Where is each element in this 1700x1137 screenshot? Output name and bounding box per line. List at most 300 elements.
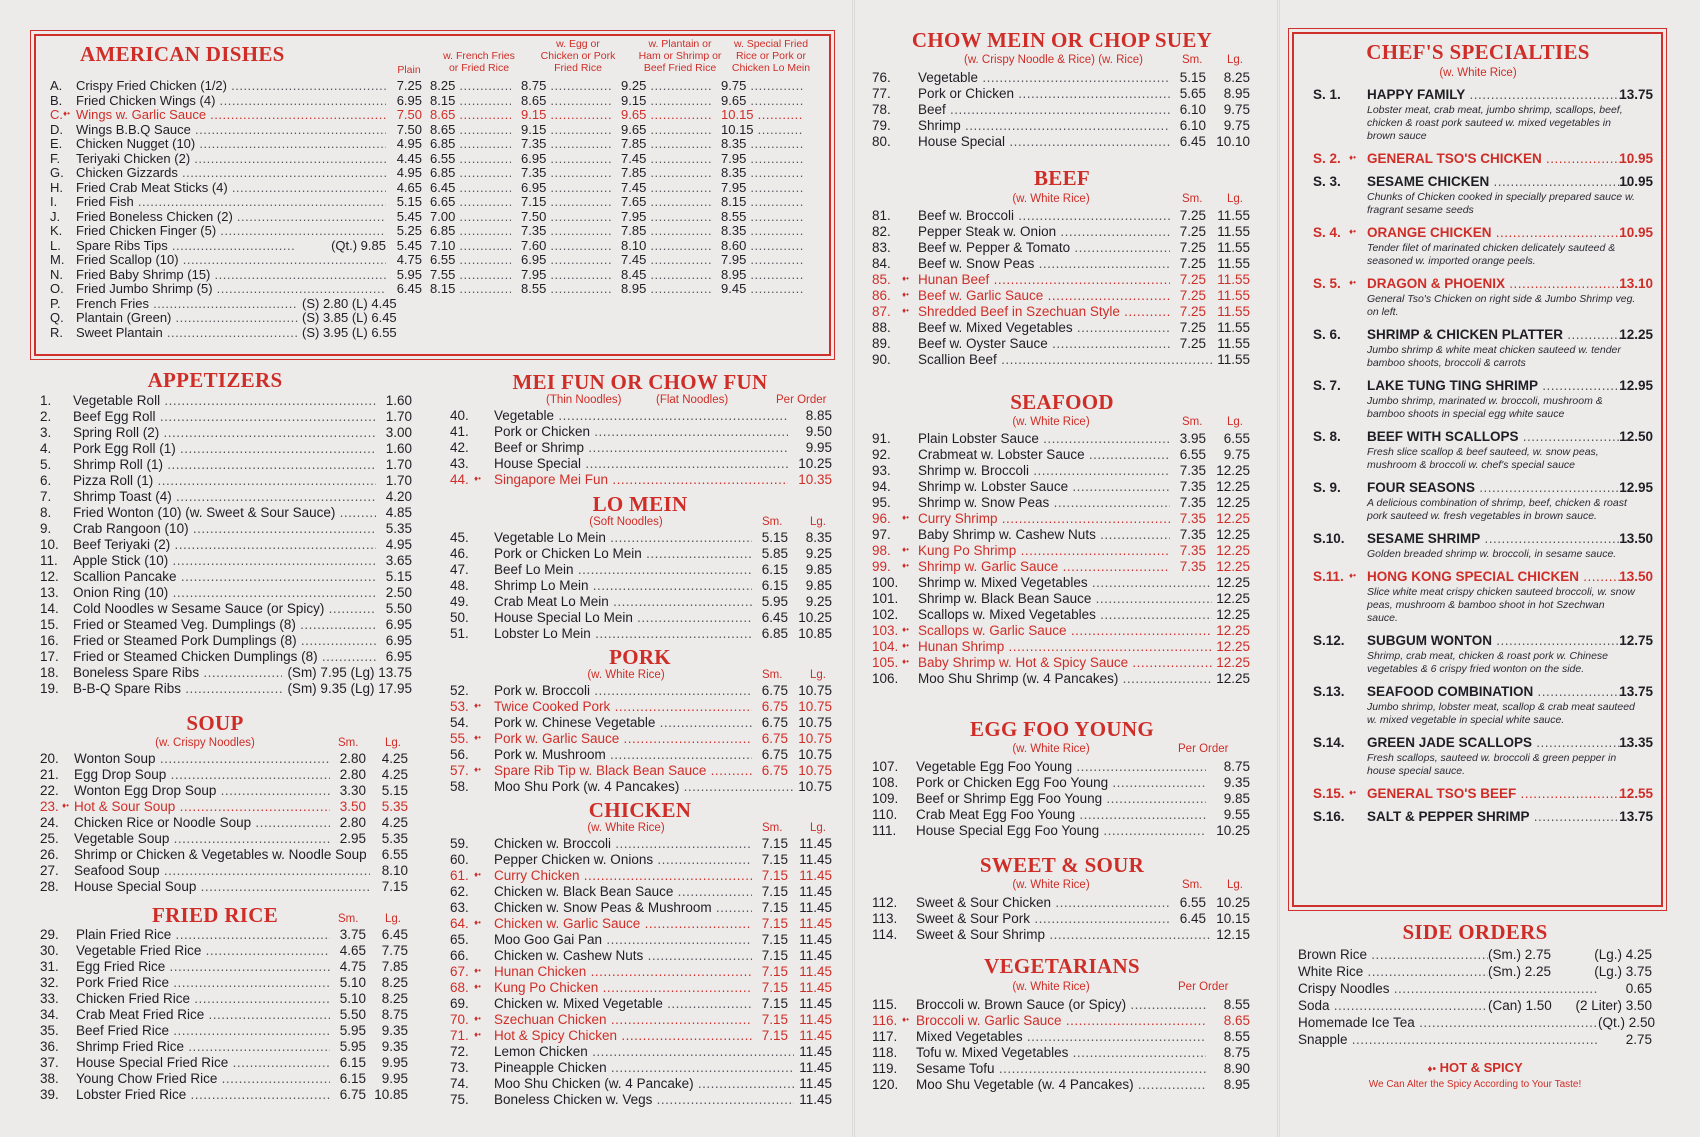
item-number: 30. xyxy=(40,943,59,958)
menu-item xyxy=(450,530,832,546)
item-price: 7.15 xyxy=(761,980,788,995)
hot-spicy-label: HOT & SPICY xyxy=(1439,1060,1523,1075)
menu-item xyxy=(450,440,832,456)
item-price: 11.45 xyxy=(799,868,832,883)
item-price: 12.25 xyxy=(1216,623,1250,638)
item-price: (Qt.) 9.85 xyxy=(331,237,386,253)
menu-item xyxy=(450,747,832,763)
item-price: 8.65 ..... xyxy=(430,108,511,123)
item-price: (Can) 1.50 xyxy=(1488,998,1552,1013)
item-number: 99. xyxy=(872,559,891,574)
item-price: 7.35 xyxy=(1179,463,1206,478)
item-price: 5.10 xyxy=(339,991,366,1006)
item-name: Soda ..... xyxy=(1298,997,1488,1014)
item-price: 11.55 xyxy=(1217,352,1250,367)
item-number: 1. xyxy=(40,393,52,408)
item-price: 5.95 xyxy=(761,594,788,609)
item-name: Chicken w. Broccoli ..... xyxy=(494,836,752,852)
item-price: 9.15 ..... xyxy=(521,108,611,123)
item-price: 12.25 xyxy=(1216,463,1250,478)
hot-spicy-icon: ♦• xyxy=(474,966,481,975)
item-price: 8.15 ..... xyxy=(430,94,511,109)
item-name: Brown Rice ..... xyxy=(1298,946,1488,963)
menu-item xyxy=(450,884,832,900)
item-price: 4.25 xyxy=(381,767,408,782)
specialty-description: Fresh slice scallop & beef sauteed, w. snow peas, mushroom & broccoli w. chef's special sauce xyxy=(1367,446,1599,471)
vegetarians-title: VEGETARIANS xyxy=(984,954,1140,978)
hot-spicy-icon: ♦• xyxy=(1427,1064,1436,1075)
menu-item xyxy=(872,511,1250,527)
item-number: 36. xyxy=(40,1039,59,1054)
specialty-price: 12.50 xyxy=(1619,429,1653,444)
menu-item xyxy=(40,1007,410,1023)
item-price: 7.15 xyxy=(761,932,788,947)
item-name: Fried or Steamed Veg. Dumplings (8) ..... xyxy=(73,617,376,633)
item-price: 7.15 xyxy=(761,1028,788,1043)
item-price: 9.95 xyxy=(805,440,832,455)
menu-item xyxy=(450,948,832,964)
item-price: 6.95 xyxy=(385,617,412,632)
soup-list xyxy=(40,751,410,895)
menu-item xyxy=(450,562,832,578)
menu-item xyxy=(872,208,1250,224)
menu-item xyxy=(50,326,820,341)
item-number: 75. xyxy=(450,1092,469,1107)
item-number: 68. xyxy=(450,980,469,995)
item-price: 5.15 xyxy=(396,195,422,209)
specialty-name: FOUR SEASONS ..... xyxy=(1367,479,1631,497)
item-name: Cold Noodles w Sesame Sauce (or Spicy) ..... xyxy=(73,601,376,617)
hot-spicy-icon: ♦• xyxy=(474,733,481,742)
specialty-price: 12.95 xyxy=(1619,378,1653,393)
item-price: 11.45 xyxy=(799,1028,832,1043)
item-price: 7.15 xyxy=(761,836,788,851)
item-number: 74. xyxy=(450,1076,469,1091)
menu-item xyxy=(872,134,1250,150)
item-price: 7.15 ..... xyxy=(521,195,611,210)
item-number: 15. xyxy=(40,617,59,632)
item-price: 10.85 xyxy=(798,626,832,641)
appetizers-list xyxy=(40,393,410,697)
american-col-header-plain: Plain xyxy=(397,64,421,76)
menu-item xyxy=(872,527,1250,543)
item-price: 9.95 xyxy=(381,1055,408,1070)
mei-fun-subheader: (Thin Noodles) (Flat Noodles) Per Order xyxy=(546,394,827,406)
item-price: 6.15 xyxy=(339,1071,366,1086)
item-price: 8.85 xyxy=(805,408,832,423)
specialty-price: 10.95 xyxy=(1619,151,1653,166)
item-name: Hot & Sour Soup ..... xyxy=(74,799,330,815)
item-number: 111. xyxy=(872,823,897,838)
item-number: 106. xyxy=(872,671,899,686)
item-price: 11.45 xyxy=(799,932,832,947)
item-price: 6.55 xyxy=(1223,431,1250,446)
hot-spicy-icon: ♦• xyxy=(474,474,481,483)
item-price: 12.25 xyxy=(1216,479,1250,494)
item-price: 7.25 xyxy=(1179,288,1206,303)
item-number: 22. xyxy=(40,783,59,798)
item-price: 10.85 xyxy=(374,1087,408,1102)
item-price: 3.65 xyxy=(385,553,412,568)
item-price: 5.45 xyxy=(396,238,422,253)
item-name: White Rice ..... xyxy=(1298,963,1488,980)
specialty-price: 10.95 xyxy=(1619,174,1653,189)
item-number: 94. xyxy=(872,479,891,494)
hot-spicy-icon: ♦• xyxy=(902,561,909,570)
menu-item xyxy=(872,118,1250,134)
item-price: 10.25 xyxy=(1216,823,1250,838)
item-name: Shrimp Lo Mein ..... xyxy=(494,578,752,594)
item-number: 115. xyxy=(872,997,898,1012)
item-name: Shrimp w. Black Bean Sauce ..... xyxy=(918,591,1212,607)
item-number: I. xyxy=(50,194,58,209)
item-price: 7.25 xyxy=(1179,320,1206,335)
menu-item xyxy=(50,123,820,138)
menu-item xyxy=(40,537,410,553)
hot-spicy-legend xyxy=(1290,1060,1660,1090)
item-price: 12.25 xyxy=(1216,639,1250,654)
item-name: Spare Rib Tip w. Black Bean Sauce ..... xyxy=(494,763,752,779)
menu-item xyxy=(40,799,410,815)
item-price: 6.45 xyxy=(396,282,422,296)
item-number: 20. xyxy=(40,751,59,766)
item-name: Lemon Chicken ..... xyxy=(494,1044,794,1060)
item-price: 8.65 ..... xyxy=(521,94,611,109)
item-price: 9.25 xyxy=(805,594,832,609)
item-number: 81. xyxy=(872,208,891,223)
menu-item xyxy=(1298,1014,1656,1031)
item-price: 6.95 ..... xyxy=(521,152,611,167)
item-name: Wings w. Garlic Sauce ..... xyxy=(76,108,386,123)
specialty-description: Lobster meat, crab meat, jumbo shrimp, scallops, beef, chicken & roast pork sauteed w. mixed vegetables in brown sauce xyxy=(1367,104,1623,142)
menu-item xyxy=(872,479,1250,495)
menu-item xyxy=(40,1023,410,1039)
item-name: Chicken w. Garlic Sauce ..... xyxy=(494,916,752,932)
item-number: 55. xyxy=(450,731,469,746)
hot-spicy-icon: ♦• xyxy=(902,290,909,299)
spicy-note: We Can Alter the Spicy According to Your Taste! xyxy=(1368,1079,1582,1090)
item-number: 72. xyxy=(450,1044,469,1059)
item-number: 91. xyxy=(872,431,891,446)
item-price: 10.15 ..... xyxy=(721,123,803,138)
specialty-item xyxy=(1313,86,1653,143)
menu-item xyxy=(450,996,832,1012)
item-price: 5.35 xyxy=(381,799,408,814)
menu-item xyxy=(872,791,1250,807)
item-price: 11.45 xyxy=(799,1092,832,1107)
item-name: Moo Shu Chicken (w. 4 Pancake) ..... xyxy=(494,1076,794,1092)
item-price: 6.85 ..... xyxy=(430,137,511,152)
specialty-price: 12.95 xyxy=(1619,480,1653,495)
item-number: 96. xyxy=(872,511,891,526)
item-name: Beef w. Mixed Vegetables ..... xyxy=(918,320,1170,336)
item-number: 82. xyxy=(872,224,891,239)
item-name: Moo Shu Shrimp (w. 4 Pancakes) ..... xyxy=(918,671,1212,687)
item-number: 110. xyxy=(872,807,898,822)
specialty-description: Tender filet of marinated chicken delicately sauteed & seasoned w. imported orange peels. xyxy=(1367,242,1616,267)
chow-mein-list xyxy=(872,70,1250,150)
item-price: 5.95 xyxy=(339,1023,366,1038)
item-price: 6.55 ..... xyxy=(430,152,511,167)
item-price: 9.45 ..... xyxy=(721,282,803,297)
item-number: 61. xyxy=(450,868,469,883)
item-price: 12.15 xyxy=(1216,927,1250,942)
item-price: 5.65 xyxy=(1179,86,1206,101)
item-price: 11.45 xyxy=(799,1076,832,1091)
menu-item xyxy=(872,655,1250,671)
specialty-number: S.10. xyxy=(1313,531,1345,546)
item-name: Fried or Steamed Chicken Dumplings (8) ..... xyxy=(73,649,376,665)
item-number: 13. xyxy=(40,585,59,600)
item-price: 12.25 xyxy=(1216,495,1250,510)
item-name: Beef Egg Roll ..... xyxy=(73,409,376,425)
item-price: 7.50 ..... xyxy=(521,210,611,225)
item-number: 98. xyxy=(872,543,891,558)
menu-item xyxy=(40,815,410,831)
item-price: 2.80 xyxy=(339,815,366,830)
item-number: Q. xyxy=(50,310,64,325)
item-name: Kung Po Chicken ..... xyxy=(494,980,752,996)
item-price: 5.85 xyxy=(761,546,788,561)
menu-item xyxy=(50,166,820,181)
item-number: 64. xyxy=(450,916,469,931)
item-price: 5.15 xyxy=(1179,70,1206,85)
item-price: 1.70 xyxy=(385,457,412,472)
item-price: 7.15 xyxy=(761,1012,788,1027)
item-price: 5.50 xyxy=(339,1007,366,1022)
item-price: 7.15 xyxy=(761,900,788,915)
specialty-item xyxy=(1313,808,1653,826)
hot-spicy-icon: ♦• xyxy=(474,870,481,879)
item-name: Shrimp w. Lobster Sauce ..... xyxy=(918,479,1170,495)
item-name: Scallops w. Garlic Sauce ..... xyxy=(918,623,1212,639)
specialty-description: A delicious combination of shrimp, beef, chicken & roast pork sauteed w. fresh vegetables in brown sauce. xyxy=(1367,497,1627,522)
item-number: F. xyxy=(50,150,61,166)
item-name: Beef or Shrimp ..... xyxy=(494,440,788,456)
item-name: Beef Fried Rice ..... xyxy=(76,1023,330,1039)
menu-item xyxy=(40,425,410,441)
item-price: 11.45 xyxy=(799,900,832,915)
item-number: 12. xyxy=(40,569,59,584)
specialty-number: S. 1. xyxy=(1313,87,1341,102)
item-number: 2. xyxy=(40,409,52,424)
item-name: Pepper Steak w. Onion ..... xyxy=(918,224,1170,240)
item-name: Beef w. Snow Peas ..... xyxy=(918,256,1170,272)
item-number: 108. xyxy=(872,775,899,790)
item-price: 11.55 xyxy=(1217,304,1250,319)
item-name: Crabmeat w. Lobster Sauce ..... xyxy=(918,447,1170,463)
item-price: 4.65 xyxy=(339,943,366,958)
item-name: Hunan Chicken ..... xyxy=(494,964,752,980)
item-number: 4. xyxy=(40,441,52,456)
item-number: 52. xyxy=(450,683,469,698)
item-number: 84. xyxy=(872,256,891,271)
item-price: 8.35 ..... xyxy=(721,224,803,239)
menu-item xyxy=(872,70,1250,86)
menu-item xyxy=(872,447,1250,463)
item-price: 10.35 xyxy=(798,472,832,487)
menu-item xyxy=(40,1055,410,1071)
item-price: 8.95 xyxy=(1223,1077,1250,1092)
item-price: 8.65 xyxy=(1223,1013,1250,1028)
item-price: 11.45 xyxy=(799,980,832,995)
menu-item xyxy=(40,585,410,601)
american-col-header-special: w. Special Fried Rice or Pork or Chicken Lo Mein xyxy=(731,38,811,74)
menu-item xyxy=(872,272,1250,288)
item-price: 6.85 ..... xyxy=(430,166,511,181)
item-number: 78. xyxy=(872,102,891,117)
item-price: 9.35 xyxy=(381,1039,408,1054)
item-number: 80. xyxy=(872,134,891,149)
item-price: 12.25 xyxy=(1216,575,1250,590)
item-price: 11.55 xyxy=(1217,256,1250,271)
side-orders-list xyxy=(1298,946,1656,1048)
item-number: 119. xyxy=(872,1061,898,1076)
menu-item xyxy=(40,601,410,617)
menu-item xyxy=(872,823,1250,839)
fried-rice-list xyxy=(40,927,410,1103)
item-number: 77. xyxy=(872,86,891,101)
item-name: Baby Shrimp w. Cashew Nuts ..... xyxy=(918,527,1170,543)
item-number: 62. xyxy=(450,884,469,899)
item-price: 11.55 xyxy=(1217,272,1250,287)
beef-list xyxy=(872,208,1250,368)
beef-title: BEEF xyxy=(1033,166,1091,190)
item-name: Vegetable ..... xyxy=(918,70,1170,86)
item-name: Shrimp Fried Rice ..... xyxy=(76,1039,330,1055)
item-name: Vegetable Egg Foo Young ..... xyxy=(916,759,1206,775)
specialty-number: S. 4. xyxy=(1313,225,1341,240)
item-number: 47. xyxy=(450,562,469,577)
item-number: 95. xyxy=(872,495,891,510)
item-number: O. xyxy=(50,281,64,296)
item-name: Chicken Nugget (10) ..... xyxy=(76,137,386,152)
item-price: 6.85 ..... xyxy=(430,224,511,239)
hot-spicy-icon: ♦• xyxy=(902,513,909,522)
menu-item xyxy=(40,783,410,799)
item-price: 7.95 ..... xyxy=(521,268,611,283)
item-name: Pork w. Chinese Vegetable ..... xyxy=(494,715,752,731)
item-number: 66. xyxy=(450,948,469,963)
item-price: 8.95 xyxy=(1223,86,1250,101)
specialty-price: 13.50 xyxy=(1619,531,1653,546)
menu-item xyxy=(40,409,410,425)
specialty-name: SESAME CHICKEN ..... xyxy=(1367,173,1631,191)
item-price: 7.35 xyxy=(1179,479,1206,494)
item-number: 117. xyxy=(872,1029,898,1044)
item-name: Fried Fish ..... xyxy=(76,195,386,210)
lo-mein-list xyxy=(450,530,832,642)
item-name: Plain Lobster Sauce ..... xyxy=(918,431,1170,447)
specialty-item xyxy=(1313,683,1653,727)
item-price: 6.55 xyxy=(1179,895,1206,910)
item-price: 7.45 ..... xyxy=(621,181,711,196)
item-price: 4.45 xyxy=(396,151,422,166)
item-name: Curry Shrimp ..... xyxy=(918,511,1170,527)
item-price: 7.50 xyxy=(396,122,422,137)
item-name: Pork w. Mushroom ..... xyxy=(494,747,752,763)
hot-spicy-icon: ♦• xyxy=(1349,153,1356,162)
menu-item xyxy=(450,731,832,747)
specialty-name: HAPPY FAMILY ..... xyxy=(1367,86,1631,104)
item-price: 9.85 xyxy=(805,562,832,577)
item-number: 40. xyxy=(450,408,469,423)
item-price: 8.75 xyxy=(1223,759,1250,774)
item-number: 31. xyxy=(40,959,59,974)
item-price: 7.35 xyxy=(1179,543,1206,558)
menu-item xyxy=(40,681,410,697)
item-number: 49. xyxy=(450,594,469,609)
sweet-sour-title: SWEET & SOUR xyxy=(979,853,1145,877)
pork-subheader: (w. White Rice) Sm. Lg. xyxy=(587,669,826,681)
item-price: 2.95 xyxy=(339,831,366,846)
hot-spicy-icon: ♦• xyxy=(902,274,909,283)
item-price: 8.55 xyxy=(1223,1029,1250,1044)
egg-foo-young-list xyxy=(872,759,1250,839)
item-name: Chicken w. Cashew Nuts ..... xyxy=(494,948,752,964)
item-number: 8. xyxy=(40,505,52,520)
item-name: Scallops w. Mixed Vegetables ..... xyxy=(918,607,1212,623)
menu-item xyxy=(872,639,1250,655)
chow-mein-subheader: (w. Crispy Noodle & Rice) (w. Rice) Sm. Lg. xyxy=(964,54,1243,66)
item-number: 37. xyxy=(40,1055,59,1070)
item-name: Fried Crab Meat Sticks (4) ..... xyxy=(76,181,386,196)
item-price: 9.75 xyxy=(1223,102,1250,117)
item-number: E. xyxy=(50,136,63,151)
menu-item xyxy=(872,240,1250,256)
item-name: Fried Chicken Wings (4) ..... xyxy=(76,94,386,109)
item-number: 24. xyxy=(40,815,59,830)
item-price: 6.65 ..... xyxy=(430,195,511,210)
item-price: 8.55 xyxy=(1223,997,1250,1012)
menu-item xyxy=(40,991,410,1007)
menu-item xyxy=(50,268,820,283)
item-price: 6.55 xyxy=(1179,447,1206,462)
item-number: 112. xyxy=(872,895,898,910)
item-price: 7.00 ..... xyxy=(430,210,511,225)
item-price: (Sm.) 2.75 xyxy=(1488,947,1552,962)
item-price: 11.45 xyxy=(799,884,832,899)
item-name: Pork w. Broccoli ..... xyxy=(494,683,752,699)
item-price: 4.75 xyxy=(339,959,366,974)
item-price: 10.75 xyxy=(798,763,832,778)
item-price: 8.55 ..... xyxy=(721,210,803,225)
specialty-number: S.14. xyxy=(1313,735,1345,750)
specialty-price: 10.95 xyxy=(1619,225,1653,240)
item-name: Beef w. Broccoli ..... xyxy=(918,208,1170,224)
item-price: 8.90 xyxy=(1223,1061,1250,1076)
item-price: 7.95 ..... xyxy=(721,181,803,196)
menu-item xyxy=(872,1013,1250,1029)
specialty-number: S. 8. xyxy=(1313,429,1341,444)
item-number: 56. xyxy=(450,747,469,762)
specialty-item xyxy=(1313,632,1653,676)
specialty-number: S.16. xyxy=(1313,809,1345,824)
menu-item xyxy=(40,767,410,783)
item-name: Lobster Lo Mein ..... xyxy=(494,626,752,642)
specialty-number: S. 5. xyxy=(1313,276,1341,291)
specialty-price: 13.10 xyxy=(1619,276,1653,291)
menu-item xyxy=(450,1076,832,1092)
item-price: 7.10 ..... xyxy=(430,239,511,254)
specialty-item xyxy=(1313,530,1653,561)
item-number: 42. xyxy=(450,440,469,455)
item-name: Egg Fried Rice ..... xyxy=(76,959,330,975)
menu-item xyxy=(40,927,410,943)
item-price: 10.10 xyxy=(1216,134,1250,149)
menu-item xyxy=(872,997,1250,1013)
item-number: 38. xyxy=(40,1071,59,1086)
